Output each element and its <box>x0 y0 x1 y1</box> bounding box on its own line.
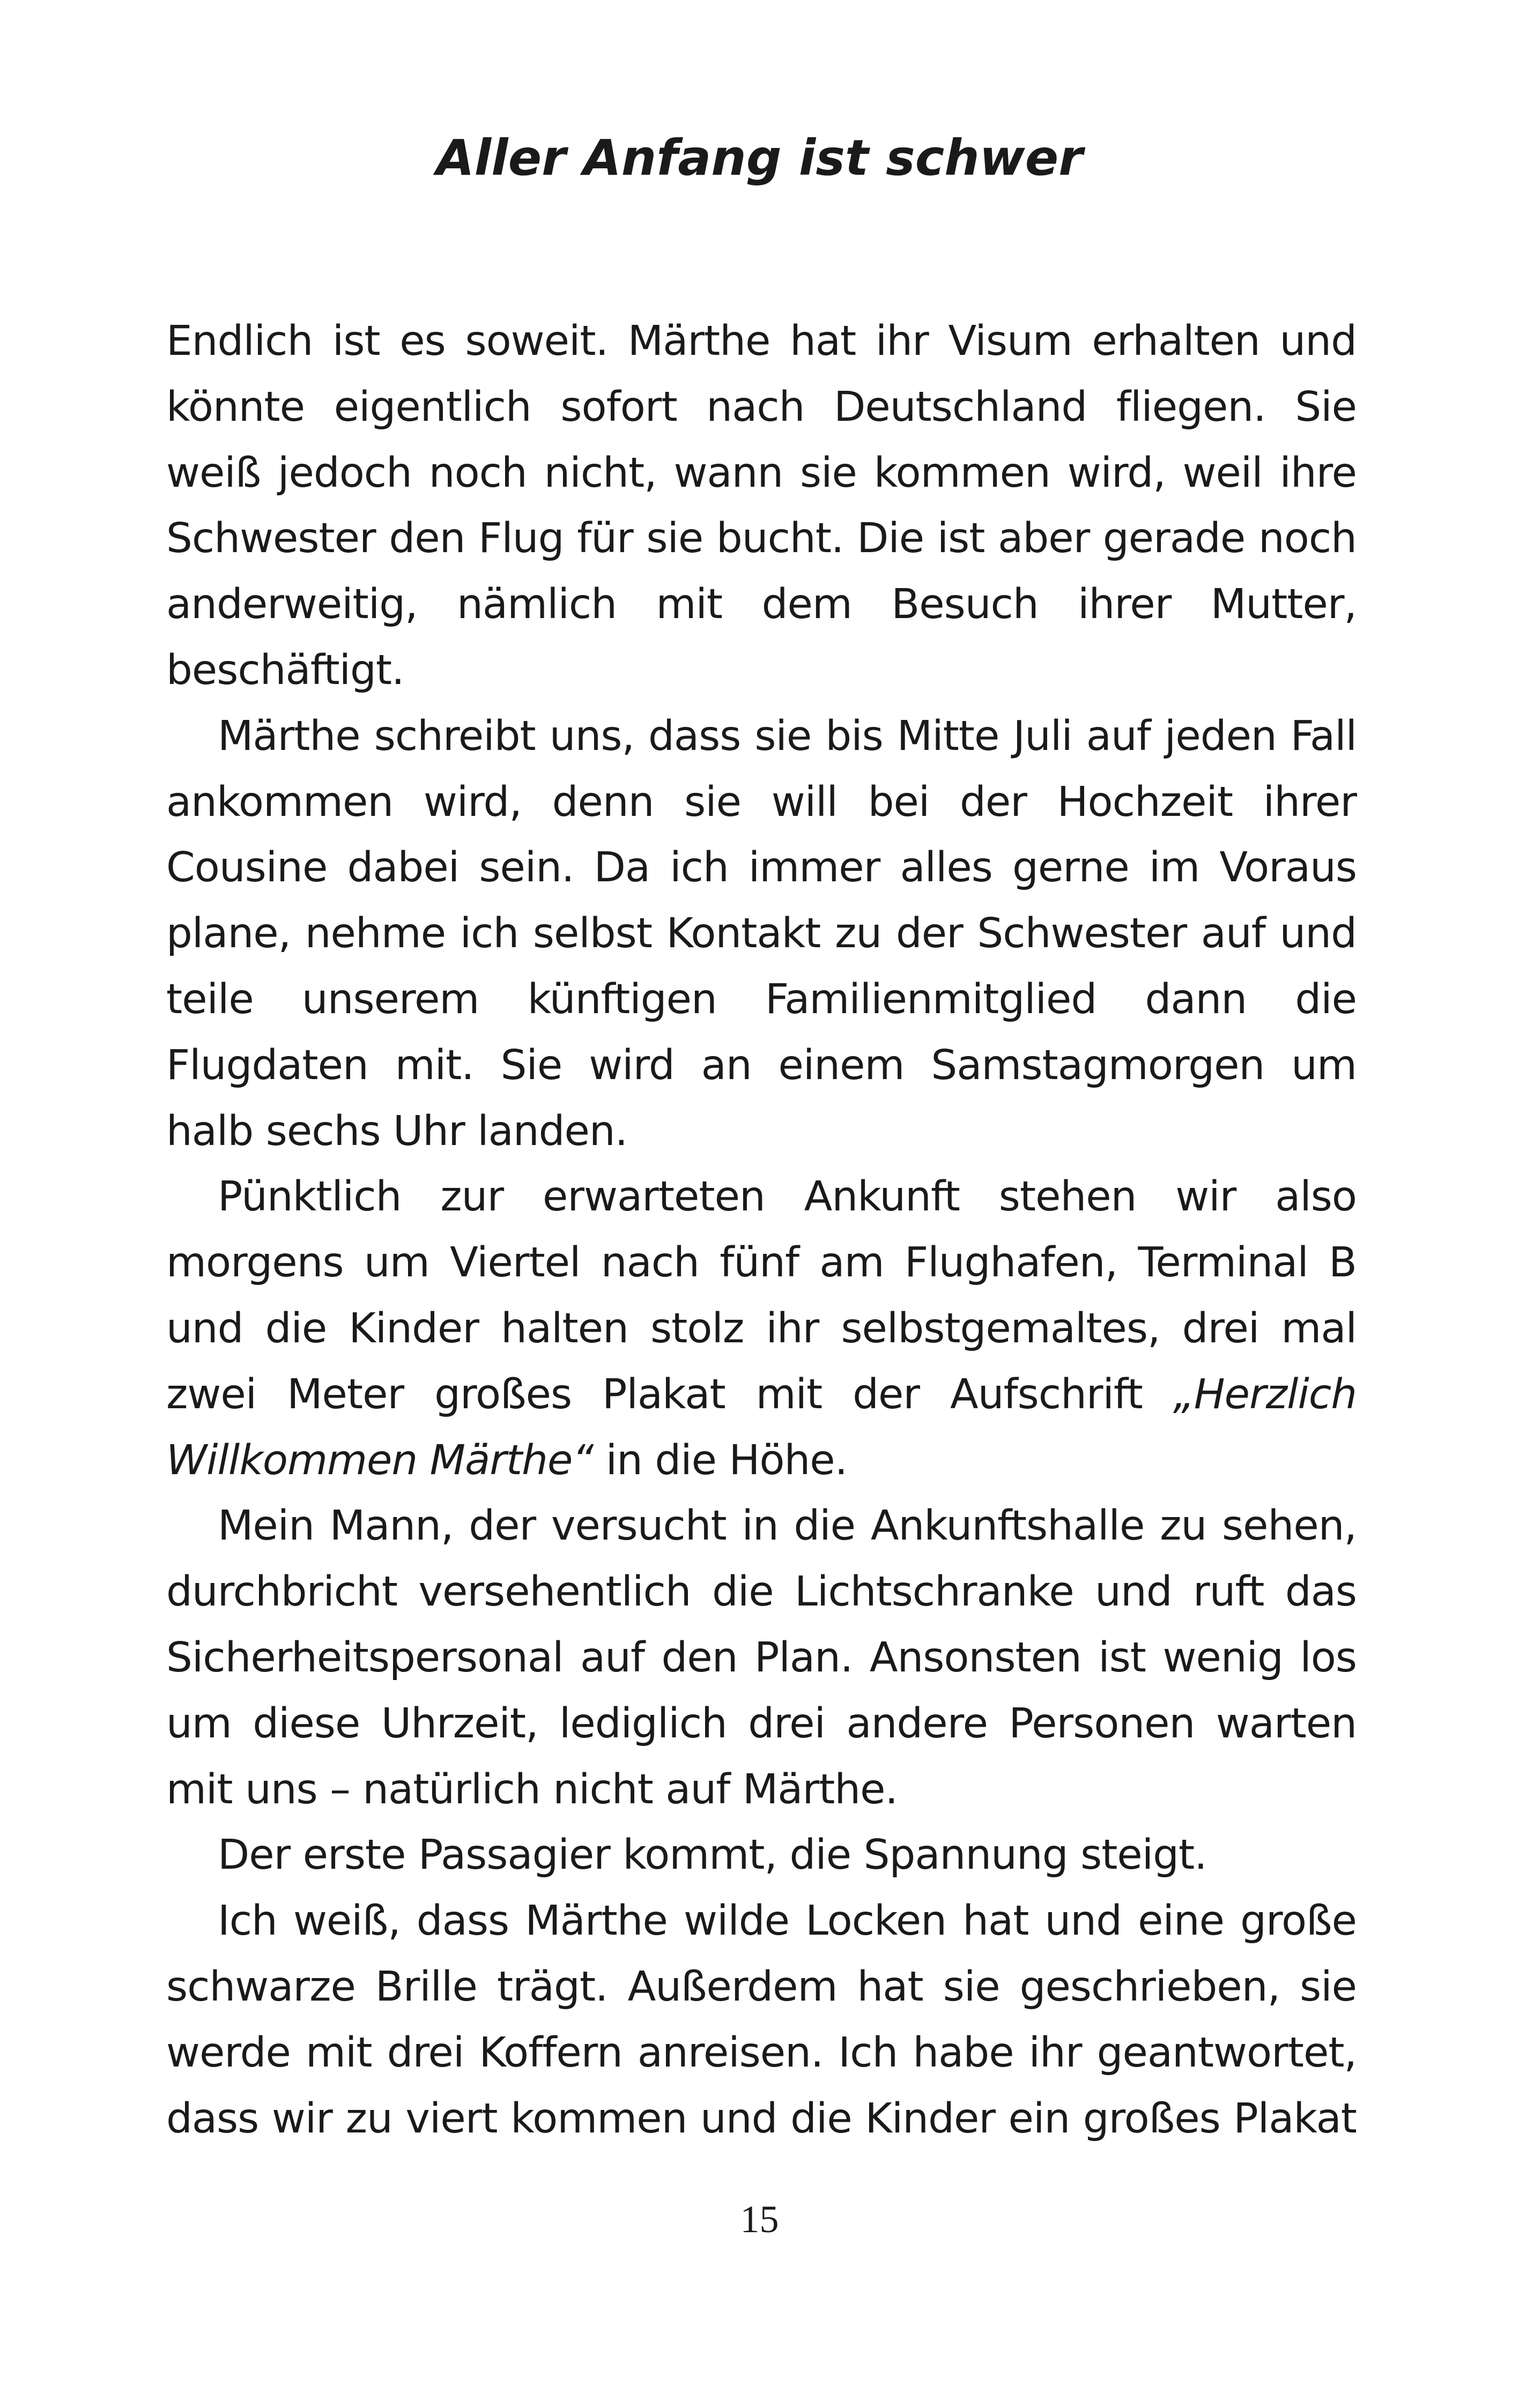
paragraph-6: Ich weiß, dass Märthe wilde Locken hat und eine große schwarze Brille trägt. Außerdem hat sie geschrieben, sie werde mit drei Koffern anreisen. Ich habe ihr geantwortet, dass wir zu viert kommen und die Kinder ein großes Plakat <box>166 1897 1357 2143</box>
paragraph-3-text-after: in die Höhe. <box>593 1436 848 1484</box>
paragraph-1: Endlich ist es soweit. Märthe hat ihr Visum erhalten und könnte eigentlich sofort nach Deutschland fliegen. Sie weiß jedoch noch nicht, wann sie kommen wird, weil ihre Schwester den Flug für sie bucht. Die ist aber gerade noch anderweitig, nämlich mit dem Besuch ihrer Mutter, beschäftigt. <box>166 317 1357 694</box>
paragraph-2: Märthe schreibt uns, dass sie bis Mitte Juli auf jeden Fall ankommen wird, denn sie will bei der Hochzeit ihrer Cousine dabei sein. Da ich immer alles gerne im Voraus plane, nehme ich selbst Kontakt zu der Schwester auf und teile unserem künftigen Familienmitglied dann die Flugdaten mit. Sie wird an einem Samstagmorgen um halb sechs Uhr landen. <box>166 712 1357 1155</box>
chapter-title: Aller Anfang ist schwer <box>436 129 1083 187</box>
paragraph-3-emphasis: „Herzlich Willkommen Märthe“ <box>166 1370 1357 1484</box>
page-number: 15 <box>740 2198 779 2241</box>
paragraph-3-text-before: Pünktlich zur erwarteten Ankunft stehen wir also morgens um Viertel nach fünf am Flughafen, Terminal B und die Kinder halten stolz ihr selbstgemaltes, drei mal zwei Meter großes Plakat mit der Aufschrift <box>166 1173 1357 1418</box>
paragraph-5: Der erste Passagier kommt, die Spannung steigt. <box>218 1831 1207 1879</box>
paragraph-4: Mein Mann, der versucht in die Ankunftshalle zu sehen, durchbricht versehentlich die Lichtschranke und ruft das Sicherheitspersonal auf den Plan. Ansonsten ist wenig los um diese Uhrzeit, lediglich drei andere Personen warten mit uns – natürlich nicht auf Märthe. <box>166 1502 1357 1814</box>
chapter-body <box>166 309 1357 2152</box>
paragraph-3 <box>166 1164 1357 1493</box>
